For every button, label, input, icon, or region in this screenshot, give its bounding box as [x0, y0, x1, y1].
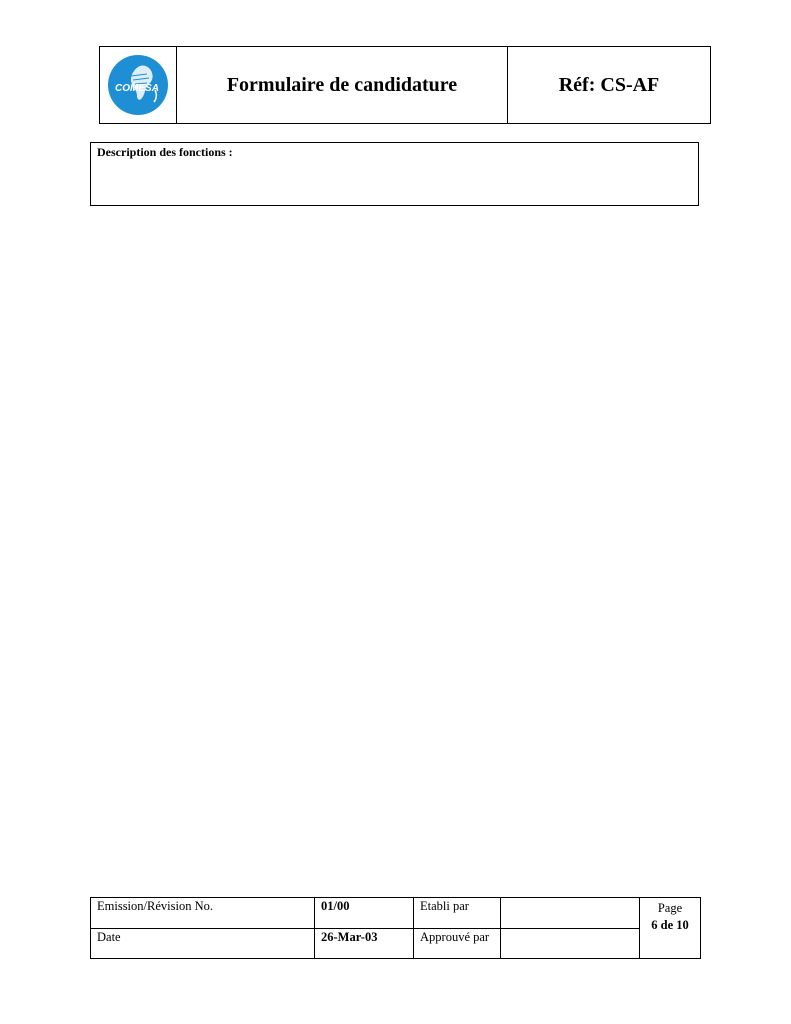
job-description-label: Description des fonctions : [97, 145, 233, 159]
date-value: 26-Mar-03 [315, 928, 414, 959]
prepared-by-value [501, 898, 640, 929]
page-indicator [640, 898, 701, 959]
document-header [99, 46, 711, 124]
revision-value: 01/00 [315, 898, 414, 929]
page-number: 6 de 10 [651, 918, 689, 932]
comesa-logo [107, 54, 169, 116]
approved-by-value [501, 928, 640, 959]
logo-cell [100, 47, 177, 124]
approved-by-label: Approuvé par [414, 928, 501, 959]
document-footer [90, 897, 701, 959]
revision-label: Emission/Révision No. [91, 898, 315, 929]
job-description-field[interactable] [90, 142, 699, 206]
page-label: Page [657, 901, 683, 915]
logo-wordmark: COMESA [115, 83, 159, 94]
prepared-by-label: Etabli par [414, 898, 501, 929]
form-reference: Réf: CS-AF [508, 47, 711, 124]
date-label: Date [91, 928, 315, 959]
form-title: Formulaire de candidature [177, 47, 508, 124]
